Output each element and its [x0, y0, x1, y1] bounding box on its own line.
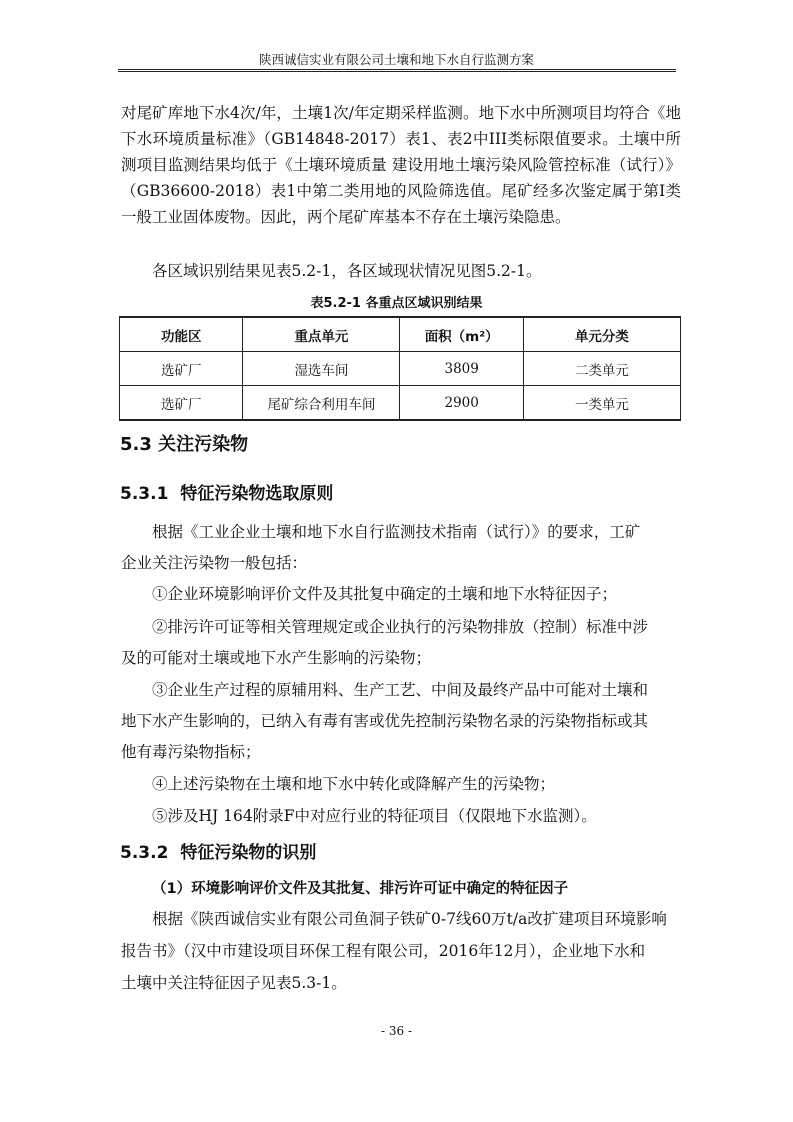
section-number: 5.3.1 [120, 484, 169, 504]
table-cell: 一类单元 [523, 386, 680, 421]
col-header-unit-class: 单元分类 [523, 317, 680, 352]
principle-item-4: ④上述污染物在土壤和地下水中转化或降解产生的污染物； [152, 775, 556, 793]
section-heading-5-3-2 [120, 838, 316, 863]
table-cell: 选矿厂 [120, 352, 243, 386]
key-area-table [119, 316, 681, 421]
principle-item-3-line-3: 他有毒污染物指标； [121, 743, 261, 761]
principle-item-3-line-2: 地下水产生影响的，已纳入有毒有害或优先控制污染物名录的污染物指标或其 [121, 712, 649, 730]
identification-line-2: 报告书》（汉中市建设项目环保工程有限公司，2016年12月），企业地下水和 [121, 942, 646, 960]
running-header: 陕西诚信实业有限公司土壤和地下水自行监测方案 [258, 52, 534, 67]
table-row [120, 386, 681, 421]
table-cell: 尾矿综合利用车间 [243, 386, 400, 421]
section-number: 5.3.2 [120, 843, 169, 863]
principle-intro-line-2: 企业关注污染物一般包括： [121, 554, 308, 572]
subsection-heading-1: （1）环境影响评价文件及其批复、排污许可证中确定的特征因子 [152, 881, 569, 897]
table-cell: 二类单元 [523, 352, 680, 386]
section-title: 特征污染物的识别 [180, 843, 317, 863]
col-header-key-unit: 重点单元 [243, 317, 400, 352]
page-number: - 36 - [380, 1024, 412, 1038]
principle-item-3-line-1: ③企业生产过程的原辅用料、生产工艺、中间及最终产品中可能对土壤和 [152, 681, 649, 699]
section-title: 特征污染物选取原则 [180, 484, 334, 504]
col-header-area: 面积（m²） [400, 317, 523, 352]
principle-item-2-line-1: ②排污许可证等相关管理规定或企业执行的污染物排放（控制）标准中涉 [152, 618, 649, 636]
header-rule [118, 69, 676, 72]
identification-line-1: 根据《陕西诚信实业有限公司鱼洞子铁矿0-7线60万t/a改扩建项目环境影响 [152, 910, 667, 928]
section-heading-5-3-1 [120, 479, 333, 504]
section-heading-5-3: 5.3 关注污染物 [120, 434, 249, 455]
principle-intro-line-1: 根据《工业企业土壤和地下水自行监测技术指南（试行）》的要求，工矿 [152, 523, 641, 541]
table-cell: 2900 [400, 386, 523, 421]
table-header-row [120, 317, 681, 352]
intro-paragraph: 对尾矿库地下水4次/年，土壤1次/年定期采样监测。地下水中所测项目均符合《地下水环境质量标准》（GB14848-2017）表1、表2中III类标限值要求。土壤中所测项目监测结果均低于《土壤环境质量 建设用地土壤污染风险管控标准（试行）》（GB36600-2018）表1中第二类用地的风险筛选值。尾矿经多次鉴定属于第I类一般工业固体废物。因此，两个尾矿库基本不存在土壤污染隐患。 [121, 104, 681, 226]
table-cell: 湿选车间 [243, 352, 400, 386]
principle-item-2-line-2: 及的可能对土壤或地下水产生影响的污染物； [121, 649, 432, 667]
table-caption: 表5.2-1 各重点区域识别结果 [310, 296, 483, 311]
col-header-function-area: 功能区 [120, 317, 243, 352]
table-cell: 3809 [400, 352, 523, 386]
principle-item-1: ①企业环境影响评价文件及其批复中确定的土壤和地下水特征因子； [152, 585, 618, 603]
table-row [120, 352, 681, 386]
table-cell: 选矿厂 [120, 386, 243, 421]
identification-line-3: 土壤中关注特征因子见表5.3-1。 [121, 974, 347, 992]
summary-sentence: 各区域识别结果见表5.2-1，各区域现状情况见图5.2-1。 [152, 262, 542, 280]
principle-item-5: ⑤涉及HJ 164附录F中对应行业的特征项目（仅限地下水监测）。 [152, 807, 597, 825]
